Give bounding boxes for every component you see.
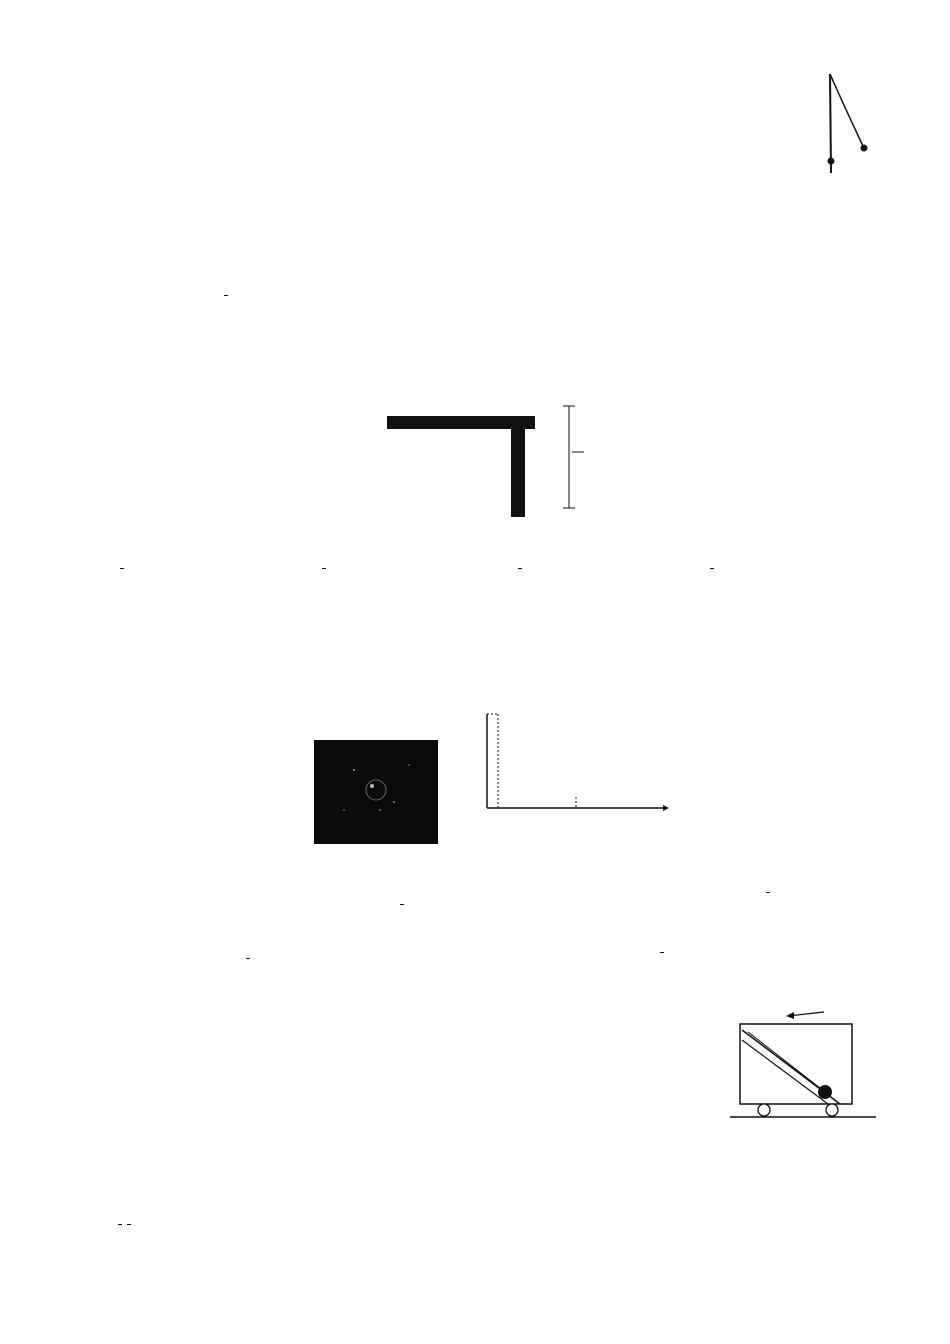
carriage-box [740, 1024, 852, 1104]
q4-figure [805, 58, 895, 183]
thread-line [830, 74, 863, 146]
q6-option-b-formula [766, 892, 770, 893]
q6-option-c-formula [246, 946, 250, 971]
ball-q2 [861, 145, 868, 152]
wheel-right [826, 1104, 838, 1116]
half-fraction [224, 295, 228, 296]
q5-option-d [710, 556, 714, 581]
q7-option-c [118, 1212, 131, 1237]
q6-option-d-formula [660, 952, 664, 953]
q5-option-c [518, 556, 522, 581]
q7-carriage-figure [728, 1000, 878, 1130]
q5-chain-figure [385, 390, 590, 520]
wheel-left [758, 1104, 770, 1116]
table-leg [511, 429, 525, 517]
q5-option-b [322, 556, 326, 581]
ball [818, 1085, 832, 1099]
x-axis-arrow [663, 805, 669, 811]
table-top [387, 416, 535, 429]
starfield-image [314, 740, 438, 844]
ball-q1 [828, 158, 835, 165]
incline-underside [742, 1040, 828, 1104]
v2-r-graph [465, 708, 670, 833]
acceleration-arrowhead [786, 1012, 794, 1019]
q5-option-a [120, 556, 124, 581]
beidou-satellite-photo [314, 740, 438, 844]
rope [748, 1032, 820, 1088]
q6-option-a-formula [400, 892, 404, 917]
